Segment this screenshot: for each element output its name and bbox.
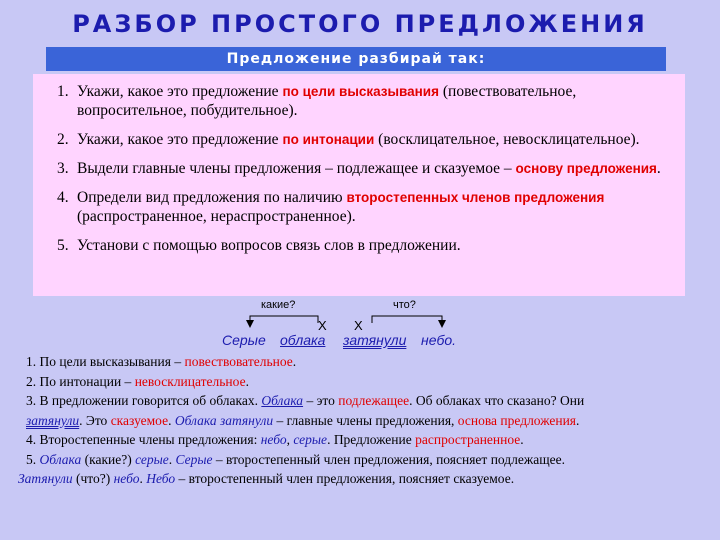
rules-header: Предложение разбирай так: bbox=[46, 47, 666, 71]
analysis-line-3: 3. В предложении говорится об облаках. Облака – это подлежащее. Об облаках что сказано? Они затянули. Это сказуемое. Облака затянули – главные члены предложения, основа предложения. bbox=[26, 393, 585, 428]
page-title: РАЗБОР ПРОСТОГО ПРЕДЛОЖЕНИЯ bbox=[72, 10, 648, 38]
word-oblaka: облака bbox=[280, 332, 326, 348]
question-label-2: что? bbox=[393, 299, 416, 311]
cross-mark-1: Х bbox=[318, 318, 327, 333]
analysis-line-1: 1. По цели высказывания – повествовательное. bbox=[26, 354, 297, 369]
word-serye: Серые bbox=[222, 332, 266, 348]
analysis-text bbox=[18, 352, 708, 489]
analysis-line-2: 2. По интонации – невосклицательное. bbox=[26, 373, 249, 389]
rule-item: 1. Укажи, какое это предложение по цели высказывания (повествовательное, вопросительное, побудительное). bbox=[57, 83, 577, 119]
rule-item: 4. Определи вид предложения по наличию второстепенных членов предложения (распространенное, нераспространенное). bbox=[57, 189, 605, 225]
analysis-line-6: Затянули (что?) небо. Небо – второстепенный член предложения, поясняет сказуемое. bbox=[18, 471, 515, 486]
arrow-right bbox=[372, 316, 442, 327]
cross-mark-2: Х bbox=[354, 318, 363, 333]
analysis-line-4: 4. Второстепенные члены предложения: небо, серые. Предложение распространенное. bbox=[26, 432, 524, 447]
rule-item: 5. Установи с помощью вопросов связь слов в предложении. bbox=[57, 237, 461, 254]
rules-list bbox=[33, 74, 685, 255]
question-label-1: какие? bbox=[261, 299, 296, 311]
arrow-left bbox=[250, 316, 318, 327]
rules-panel bbox=[33, 74, 685, 296]
word-nebo: небо. bbox=[421, 332, 457, 348]
word-zatyanuli: затянули bbox=[343, 332, 407, 348]
analysis-line-5: 5. Облака (какие?) серые. Серые – второстепенный член предложения, поясняет подлежащее. bbox=[26, 451, 565, 467]
rule-item: 2. Укажи, какое это предложение по интонации (восклицательное, невосклицательное). bbox=[57, 131, 640, 148]
rule-item: 3. Выдели главные члены предложения – подлежащее и сказуемое – основу предложения. bbox=[57, 160, 661, 177]
